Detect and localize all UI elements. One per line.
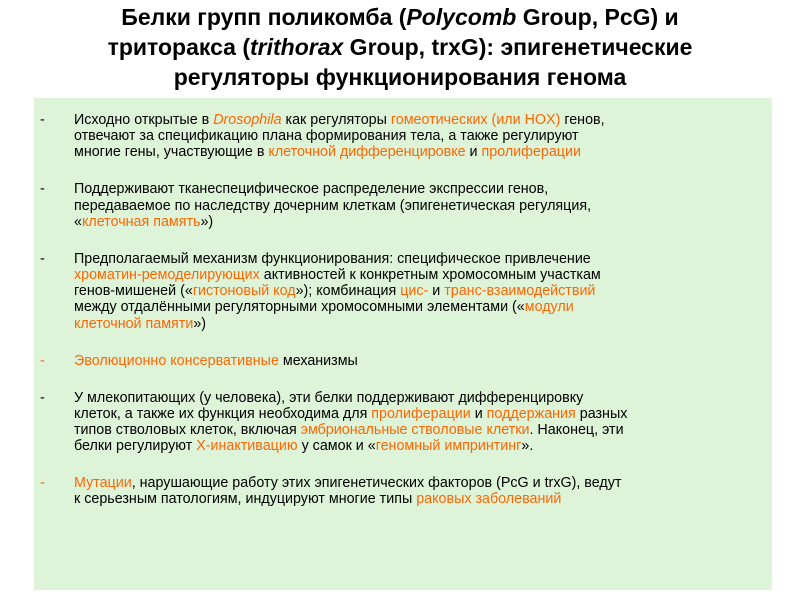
- bullet-dash: -: [40, 389, 45, 406]
- bullet-item: [40, 251, 768, 332]
- text-run: типов стволовых клеток, включая: [74, 422, 301, 439]
- bullet-line: [74, 198, 768, 214]
- bullet-line: [74, 128, 768, 144]
- text-run: и: [470, 405, 487, 422]
- bullet-line: [74, 353, 768, 369]
- text-run: к серьезным патологиям, индуцируют многие типы: [74, 491, 417, 508]
- text-run: у самок и «: [297, 438, 376, 455]
- text-run: и: [465, 144, 482, 161]
- bullet-item: [40, 181, 768, 230]
- text-run: регуляторы функционирования генома: [173, 64, 627, 90]
- bullet-line: [74, 214, 768, 230]
- title-line-2: [20, 32, 780, 62]
- text-run: клеток, а также их функция необходима для: [74, 405, 372, 422]
- text-run: . Наконец, эти: [529, 422, 624, 439]
- highlighted-term: Мутации: [74, 475, 132, 492]
- highlighted-term: поддержания: [486, 405, 576, 422]
- bullet-item: [40, 353, 768, 369]
- highlighted-term: хроматин-ремоделирующих: [74, 267, 260, 284]
- content-box: [34, 98, 772, 590]
- text-run: Group, PcG) и: [516, 4, 679, 30]
- highlighted-term: Drosophila: [213, 112, 282, 128]
- text-run: белки регулируют: [74, 438, 197, 455]
- highlighted-term: клеточной дифференцировке: [268, 144, 466, 161]
- highlighted-term: раковых заболеваний: [416, 491, 562, 508]
- bullet-spacer: [40, 230, 768, 251]
- title-line-1: [20, 2, 780, 32]
- highlighted-term: транс-взаимодействий: [444, 283, 596, 300]
- text-run: и: [428, 283, 445, 300]
- title-line-3: [20, 62, 780, 92]
- text-run: »): [200, 213, 214, 230]
- text-run: »); комбинация: [295, 283, 401, 300]
- bullet-line: [74, 267, 768, 283]
- bullet-line: [74, 390, 768, 406]
- bullet-line: [74, 491, 768, 507]
- text-run: отвечают за спецификацию плана формирования тела, а также регулируют: [74, 128, 579, 145]
- bullet-item: [40, 112, 768, 161]
- highlighted-term: цис-: [400, 283, 429, 300]
- text-run: Поддерживают тканеспецифическое распределение экспрессии генов,: [74, 181, 549, 198]
- text-run: ».: [521, 438, 534, 455]
- text-run: «: [74, 213, 82, 230]
- highlighted-term: гистоновый код: [192, 283, 296, 300]
- text-run: генов-мишеней («: [74, 283, 193, 300]
- text-run: Предполагаемый механизм функционирования: специфическое привлечение: [74, 250, 591, 267]
- text-run: trithorax: [250, 34, 344, 60]
- bullet-item: [40, 390, 768, 455]
- text-run: триторакса (: [107, 34, 250, 60]
- text-run: Polycomb: [406, 4, 517, 30]
- text-run: Белки групп поликомба (: [121, 4, 407, 30]
- bullet-line: [74, 112, 768, 128]
- highlighted-term: Х-инактивацию: [196, 438, 298, 455]
- bullet-line: [74, 251, 768, 267]
- text-run: генов,: [560, 112, 605, 128]
- bullet-line: [74, 406, 768, 422]
- highlighted-term: модули: [524, 299, 574, 316]
- bullet-dash: -: [40, 112, 45, 128]
- highlighted-term: эмбриональные стволовые клетки: [300, 422, 530, 439]
- bullet-line: [74, 438, 768, 454]
- slide-title: [20, 2, 780, 92]
- highlighted-term: клеточная память: [81, 213, 201, 230]
- bullet-line: [74, 475, 768, 491]
- text-run: , нарушающие работу этих эпигенетических факторов (PcG и trxG), ведут: [131, 475, 622, 492]
- highlighted-term: пролиферации: [371, 405, 471, 422]
- bullet-dash: -: [40, 250, 45, 267]
- bullet-spacer: [40, 161, 768, 182]
- highlighted-term: геномный импринтинг: [375, 438, 522, 455]
- text-run: активностей к конкретным хромосомным участкам: [259, 267, 601, 284]
- bullet-line: [74, 422, 768, 438]
- highlighted-term: пролиферации: [481, 144, 581, 161]
- bullet-dash: -: [40, 181, 45, 198]
- bullet-spacer: [40, 332, 768, 353]
- bullet-dash: -: [40, 475, 45, 492]
- text-run: механизмы: [278, 352, 358, 369]
- text-run: Исходно открытые в: [74, 112, 214, 128]
- highlighted-term: гомеотических (или HOX): [390, 112, 561, 128]
- text-run: многие гены, участвующие в: [74, 144, 269, 161]
- bullet-line: [74, 144, 768, 160]
- text-run: между отдалёнными регуляторными хромосомными элементами («: [74, 299, 525, 316]
- text-run: разных: [575, 405, 628, 422]
- bullet-line: [74, 283, 768, 299]
- bullet-line: [74, 299, 768, 315]
- bullet-dash: -: [40, 352, 45, 369]
- highlighted-term: клеточной памяти: [74, 315, 194, 332]
- text-run: У млекопитающих (у человека), эти белки поддерживают дифференцировку: [74, 389, 584, 406]
- text-run: передаваемое по наследству дочерним клеткам (эпигенетическая регуляция,: [74, 197, 592, 214]
- text-run: »): [193, 315, 207, 332]
- text-run: Group, trxG): эпигенетические: [343, 34, 693, 60]
- bullet-line: [74, 181, 768, 197]
- bullet-spacer: [40, 369, 768, 390]
- bullet-item: [40, 475, 768, 507]
- bullet-line: [74, 316, 768, 332]
- bullet-list: [40, 112, 768, 508]
- text-run: как регуляторы: [281, 112, 391, 128]
- highlighted-term: Эволюционно консервативные: [74, 352, 279, 369]
- bullet-spacer: [40, 454, 768, 475]
